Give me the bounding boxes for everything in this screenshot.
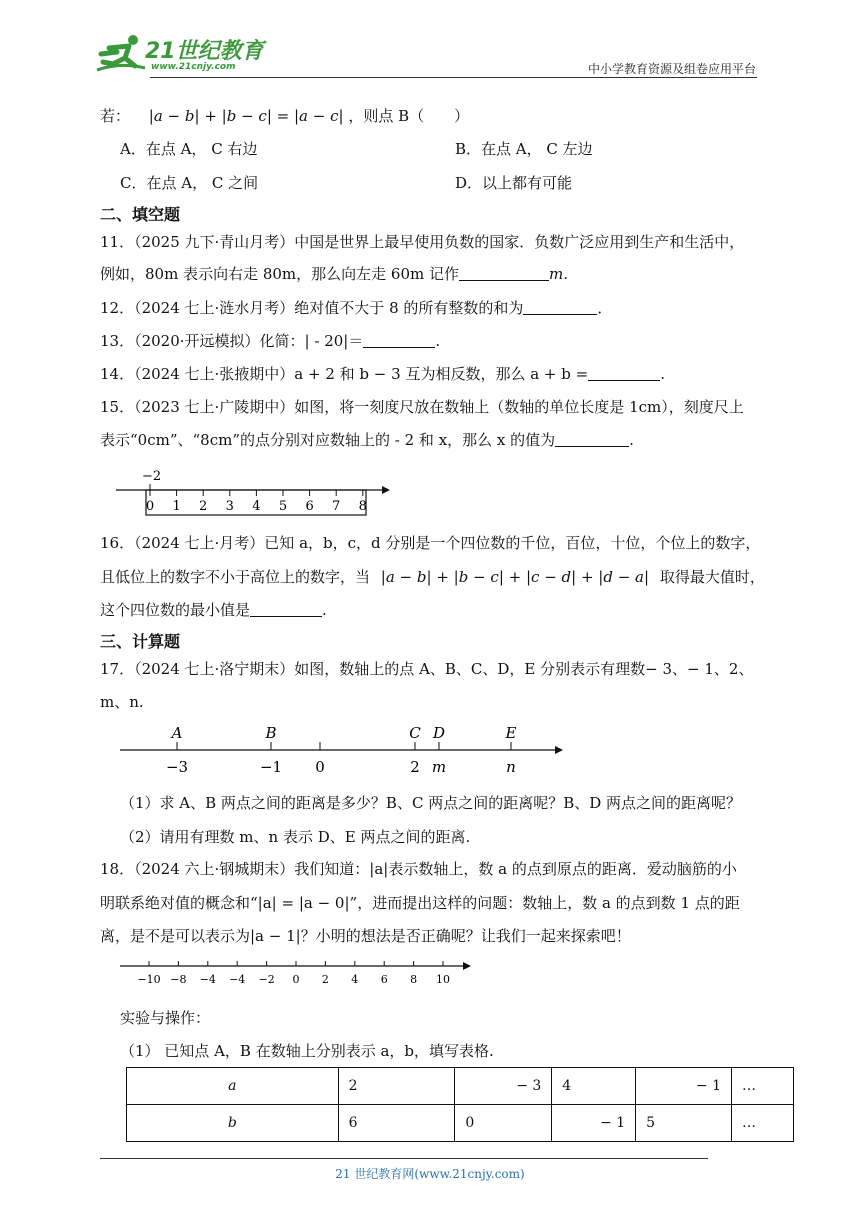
q10-option-b: B．在点 A， C 左边 bbox=[455, 140, 593, 158]
q16-line3-post: . bbox=[322, 601, 327, 619]
table-row bbox=[127, 1105, 794, 1142]
q17-line2: m、n. bbox=[100, 693, 144, 711]
point-label: A bbox=[171, 724, 183, 742]
axis-tick-label: −4 bbox=[229, 973, 246, 986]
q18-number-line bbox=[115, 958, 475, 990]
point-label: D bbox=[432, 724, 446, 742]
q16-line1: 16．（2024 七上·月考）已知 a，b，c，d 分别是一个四位数的千位，百位，十位，个位上的数字， bbox=[100, 534, 761, 552]
axis-tick-label: 8 bbox=[410, 973, 418, 986]
answer-blank[interactable] bbox=[588, 365, 660, 381]
answer-blank[interactable] bbox=[363, 332, 435, 348]
q11-line2-pre: 例如，80m 表示向右走 80m，那么向左走 60m 记作 bbox=[100, 265, 460, 283]
answer-blank[interactable] bbox=[555, 431, 629, 447]
point-label: E bbox=[505, 724, 517, 742]
ruler-tick-label: 5 bbox=[278, 499, 288, 514]
q10-option-a: A．在点 A， C 右边 bbox=[120, 140, 258, 158]
q18-experiment-label: 实验与操作： bbox=[120, 1009, 211, 1027]
q16-formula: |a − b| + |b − c| + |c − d| + |d − a| bbox=[380, 568, 650, 586]
table-cell: a bbox=[127, 1068, 339, 1105]
axis-tick-label: −4 bbox=[199, 973, 216, 986]
axis-tick-label: 2 bbox=[321, 973, 329, 986]
q13 bbox=[100, 331, 440, 351]
q14-post: . bbox=[660, 365, 665, 383]
value-label: −1 bbox=[259, 758, 283, 776]
table-cell: − 1 bbox=[552, 1105, 636, 1142]
table-cell: 5 bbox=[636, 1105, 732, 1142]
q13-pre: 13．（2020·开远模拟）化简：| - 20|＝ bbox=[100, 332, 364, 350]
axis-tick-label: 4 bbox=[351, 973, 359, 986]
q18-line3: 离，是不是可以表示为|a − 1|？小明的想法是否正确呢？让我们一起来探索吧！ bbox=[100, 927, 631, 945]
q10-option-d: D．以上都有可能 bbox=[455, 174, 573, 192]
q18-sub1: （1） 已知点 A，B 在数轴上分别表示 a，b，填写表格. bbox=[120, 1042, 494, 1060]
q16-line2 bbox=[100, 567, 765, 587]
q11-line2 bbox=[100, 264, 568, 284]
table-cell: 0 bbox=[455, 1105, 552, 1142]
header-rule bbox=[150, 77, 757, 78]
table-cell: b bbox=[127, 1105, 339, 1142]
q16-line3 bbox=[100, 600, 327, 620]
q17-line1: 17．（2024 七上·洛宁期末）如图，数轴上的点 A、B、C、D，E 分别表示有理数− 3、− 1、2、 bbox=[100, 660, 754, 678]
q11-line1: 11．（2025 九下·青山月考）中国是世界上最早使用负数的国家．负数广泛应用到生产和生活中， bbox=[100, 233, 745, 251]
table-cell: 2 bbox=[338, 1068, 455, 1105]
q18-table bbox=[126, 1067, 794, 1142]
q18-line1: 18．（2024 六上·钢城期末）我们知道：|a|表示数轴上，数 a 的点到原点的距离．爱动脑筋的小 bbox=[100, 860, 737, 878]
table-cell: … bbox=[732, 1068, 794, 1105]
ruler-tick-label: 4 bbox=[252, 499, 261, 514]
q12-post: ． bbox=[597, 299, 613, 317]
q16-line3-pre: 这个四位数的最小值是 bbox=[100, 601, 251, 619]
ruler-tick-label: 8 bbox=[358, 499, 367, 514]
q12-pre: 12．（2024 七上·涟水月考）绝对值不大于 8 的所有整数的和为 bbox=[100, 299, 524, 317]
answer-blank[interactable] bbox=[523, 299, 597, 315]
section-fill-in-title: 二、填空题 bbox=[100, 205, 181, 224]
header-platform-text: 中小学教育资源及组卷应用平台 bbox=[587, 62, 756, 76]
table-cell: − 1 bbox=[636, 1068, 732, 1105]
ruler-tick-label: 0 bbox=[145, 499, 155, 514]
value-label: 2 bbox=[410, 758, 420, 776]
answer-blank[interactable] bbox=[250, 601, 322, 617]
value-label: 0 bbox=[315, 758, 325, 776]
table-cell: 4 bbox=[552, 1068, 636, 1105]
q17-number-line bbox=[115, 720, 575, 780]
q11-line2-post: m. bbox=[549, 265, 569, 283]
ruler-tick-label: 1 bbox=[172, 499, 181, 514]
table-row bbox=[127, 1068, 794, 1105]
axis-tick-label: −2 bbox=[258, 973, 275, 986]
axis-tick-label: 0 bbox=[292, 973, 300, 986]
q10-stem-pre: 若： bbox=[100, 107, 131, 125]
q10-option-c: C．在点 A， C 之间 bbox=[120, 174, 259, 192]
point-label: C bbox=[409, 724, 421, 742]
q16-line2-post: 取得最大值时， bbox=[659, 568, 765, 586]
section-calc-title: 三、计算题 bbox=[100, 632, 181, 651]
q16-line2-pre: 且低位上的数字不小于高位上的数字，当 bbox=[100, 568, 371, 586]
ruler-figure bbox=[112, 464, 392, 524]
q10-stem-post: ，则点 B（ ） bbox=[348, 107, 470, 125]
q13-post: . bbox=[435, 332, 441, 350]
axis-tick-label: −10 bbox=[137, 973, 161, 986]
q15-line1: 15．（2023 七上·广陵期中）如图，将一刻度尺放在数轴上（数轴的单位长度是 1cm），刻度尺上 bbox=[100, 398, 744, 416]
value-label: n bbox=[506, 758, 516, 776]
footer-rule bbox=[100, 1158, 708, 1159]
logo bbox=[95, 32, 265, 76]
logo-text: 21世纪教育 bbox=[145, 39, 264, 64]
q15-line2 bbox=[100, 430, 634, 450]
runner-icon bbox=[95, 32, 147, 76]
q18-line2: 明联系绝对值的概念和“|a| = |a − 0|”，进而提出这样的问题：数轴上，数 a 的点到数 1 点的距 bbox=[100, 894, 740, 912]
header bbox=[0, 0, 860, 80]
axis-tick-label: −8 bbox=[170, 973, 187, 986]
value-label: −3 bbox=[165, 758, 189, 776]
q15-line2-pre: 表示“0cm”、“8cm”的点分别对应数轴上的 - 2 和 x，那么 x 的值为 bbox=[100, 431, 556, 449]
q15-line2-post: . bbox=[629, 431, 634, 449]
value-label: m bbox=[431, 758, 447, 776]
ruler-tick-label: 6 bbox=[305, 499, 314, 514]
point-label: B bbox=[265, 724, 277, 742]
table-cell: − 3 bbox=[455, 1068, 552, 1105]
q17-sub2: （2）请用有理数 m、n 表示 D、E 两点之间的距离. bbox=[120, 828, 471, 846]
table-cell: … bbox=[732, 1105, 794, 1142]
q12 bbox=[100, 298, 612, 318]
q10-formula: |a − b| + |b − c| = |a − c| bbox=[148, 107, 344, 125]
ruler-tick-label: 7 bbox=[332, 499, 341, 514]
footer-text: 21 世纪教育网(www.21cnjy.com) bbox=[335, 1167, 525, 1181]
q14-pre: 14．（2024 七上·张掖期中）a + 2 和 b − 3 互为相反数，那么 a + b = bbox=[100, 365, 589, 383]
axis-tick-label: 10 bbox=[436, 973, 450, 986]
q10-stem bbox=[100, 106, 469, 126]
ruler-tick-label: 2 bbox=[199, 499, 208, 514]
axis-label-minus2: −2 bbox=[142, 469, 162, 484]
answer-blank[interactable] bbox=[459, 265, 549, 281]
ruler-tick-label: 3 bbox=[225, 499, 234, 514]
table-cell: 6 bbox=[338, 1105, 455, 1142]
axis-tick-label: 6 bbox=[380, 973, 388, 986]
q17-sub1: （1）求 A、B 两点之间的距离是多少？B、C 两点之间的距离呢？B、D 两点之间的距离呢？ bbox=[120, 794, 742, 812]
logo-url: www.21cnjy.com bbox=[151, 62, 236, 72]
q14 bbox=[100, 364, 665, 384]
